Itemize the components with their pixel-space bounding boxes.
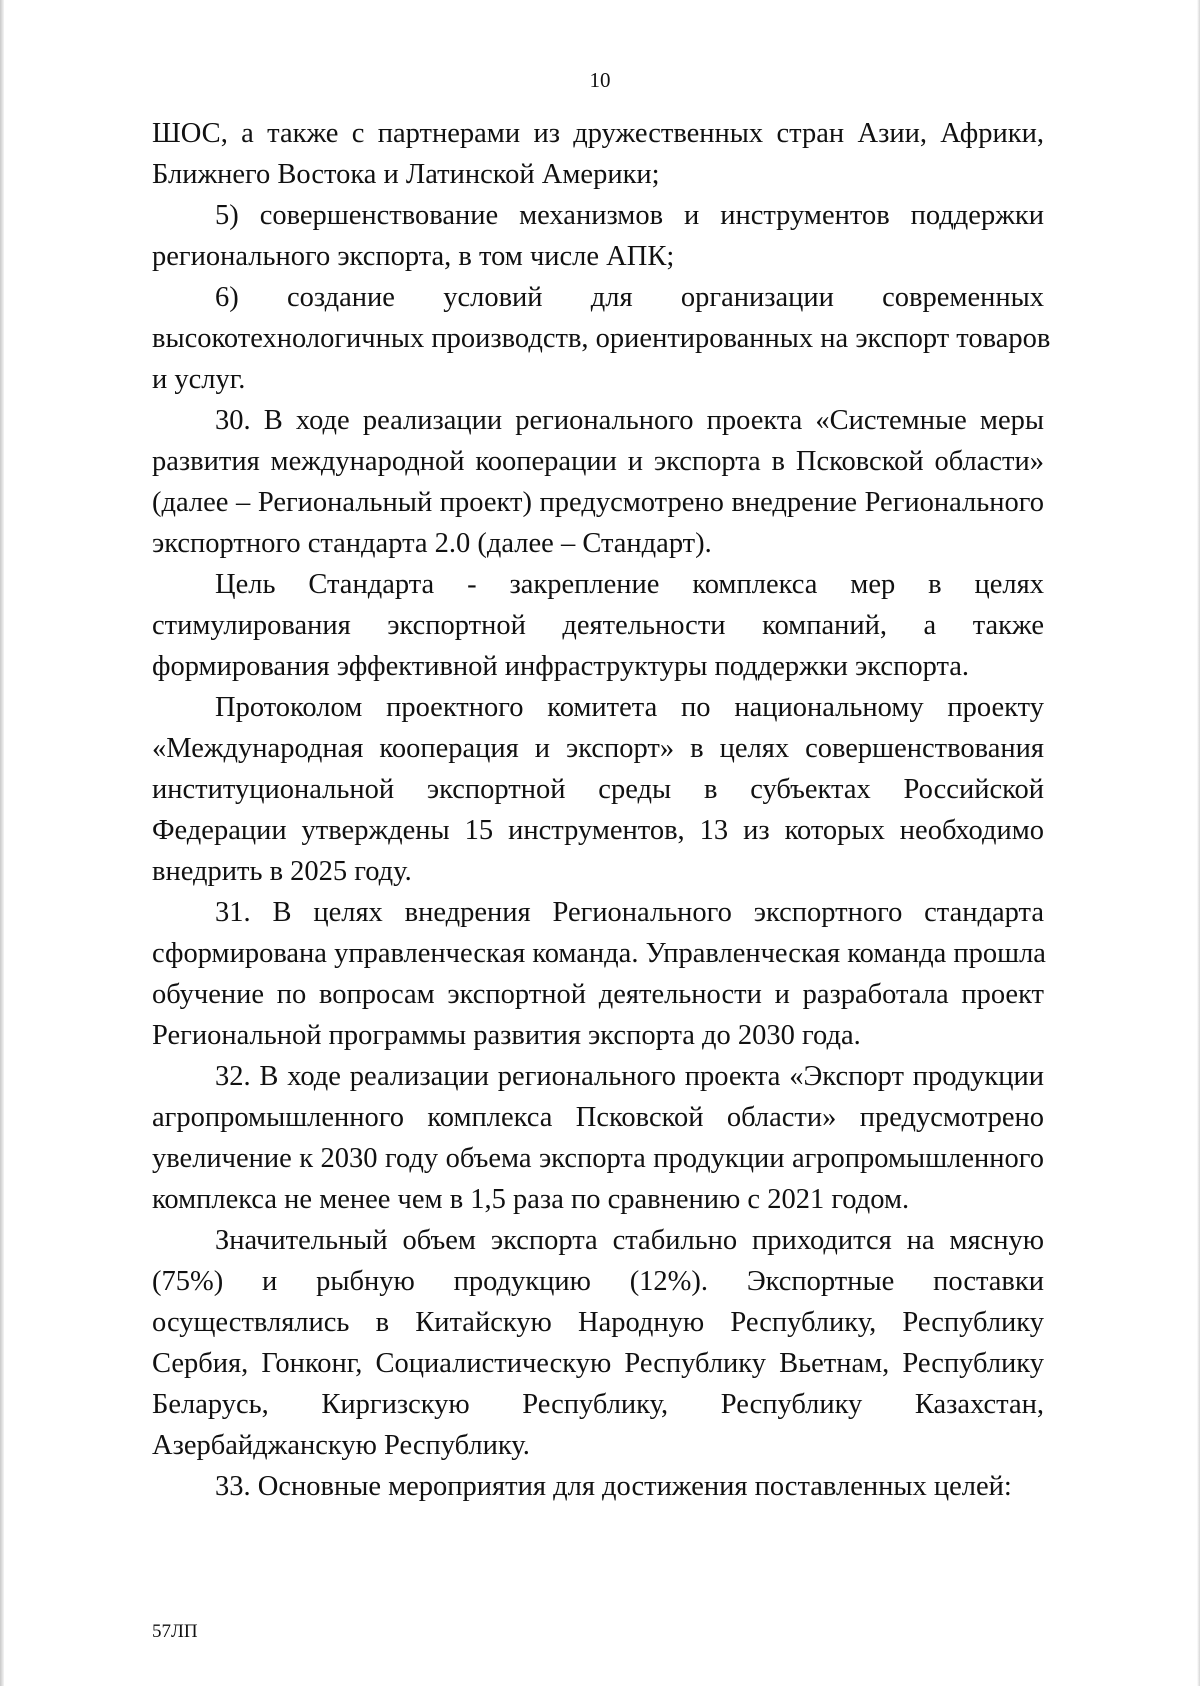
text-line: Протоколом проектного комитета по национальному проекту (215, 692, 1044, 723)
text-line: Беларусь, Киргизскую Республику, Республику Казахстан, (152, 1389, 1044, 1420)
text-line: ШОС, а также с партнерами из дружественных стран Азии, Африки, (152, 118, 1044, 149)
text-line: обучение по вопросам экспортной деятельности и разработала проект (152, 979, 1044, 1010)
page-number: 10 (589, 68, 611, 92)
text-line: высокотехнологичных производств, ориентированных на экспорт товаров (152, 323, 1051, 354)
text-line: развития международной кооперации и экспорта в Псковской области» (152, 446, 1044, 477)
text-line: (75%) и рыбную продукцию (12%). Экспортные поставки (152, 1266, 1044, 1297)
text-line: институциональной экспортной среды в субъектах Российской (152, 774, 1044, 805)
text-line: регионального экспорта, в том числе АПК; (152, 241, 675, 272)
text-line: осуществлялись в Китайскую Народную Республику, Республику (152, 1307, 1044, 1338)
text-line: 30. В ходе реализации регионального проекта «Системные меры (215, 405, 1044, 436)
scan-edge-left (0, 0, 4, 1686)
text-line: Значительный объем экспорта стабильно приходится на мясную (215, 1225, 1044, 1256)
text-line: 32. В ходе реализации регионального проекта «Экспорт продукции (215, 1061, 1044, 1092)
text-line: 6) создание условий для организации современных (215, 282, 1044, 313)
text-line: 5) совершенствование механизмов и инструментов поддержки (215, 200, 1044, 231)
text-line: агропромышленного комплекса Псковской области» предусмотрено (152, 1102, 1044, 1133)
text-line: экспортного стандарта 2.0 (далее – Стандарт). (152, 528, 712, 559)
text-line: 33. Основные мероприятия для достижения поставленных целей: (215, 1471, 1012, 1502)
text-line: комплекса не менее чем в 1,5 раза по сравнению с 2021 годом. (152, 1184, 910, 1215)
text-line: внедрить в 2025 году. (152, 856, 412, 887)
text-line: «Международная кооперация и экспорт» в целях совершенствования (152, 733, 1044, 764)
footer-code: 57ЛП (152, 1621, 198, 1642)
text-line: Азербайджанскую Республику. (152, 1430, 530, 1461)
text-line: Сербия, Гонконг, Социалистическую Республику Вьетнам, Республику (152, 1348, 1044, 1379)
text-line: Региональной программы развития экспорта до 2030 года. (152, 1020, 861, 1051)
text-line: увеличение к 2030 году объема экспорта продукции агропромышленного (152, 1143, 1044, 1174)
document-body (152, 113, 1051, 1507)
text-line: 31. В целях внедрения Регионального экспортного стандарта (215, 897, 1044, 928)
text-line: сформирована управленческая команда. Управленческая команда прошла (152, 938, 1046, 969)
text-line: и услуг. (152, 364, 246, 395)
text-line: Цель Стандарта - закрепление комплекса мер в целях (215, 569, 1044, 600)
text-line: стимулирования экспортной деятельности компаний, а также (152, 610, 1044, 641)
text-line: формирования эффективной инфраструктуры поддержки экспорта. (152, 651, 970, 682)
text-line: (далее – Региональный проект) предусмотрено внедрение Регионального (152, 487, 1044, 518)
text-line: Федерации утверждены 15 инструментов, 13 из которых необходимо (152, 815, 1044, 846)
text-line: Ближнего Востока и Латинской Америки; (152, 159, 660, 190)
